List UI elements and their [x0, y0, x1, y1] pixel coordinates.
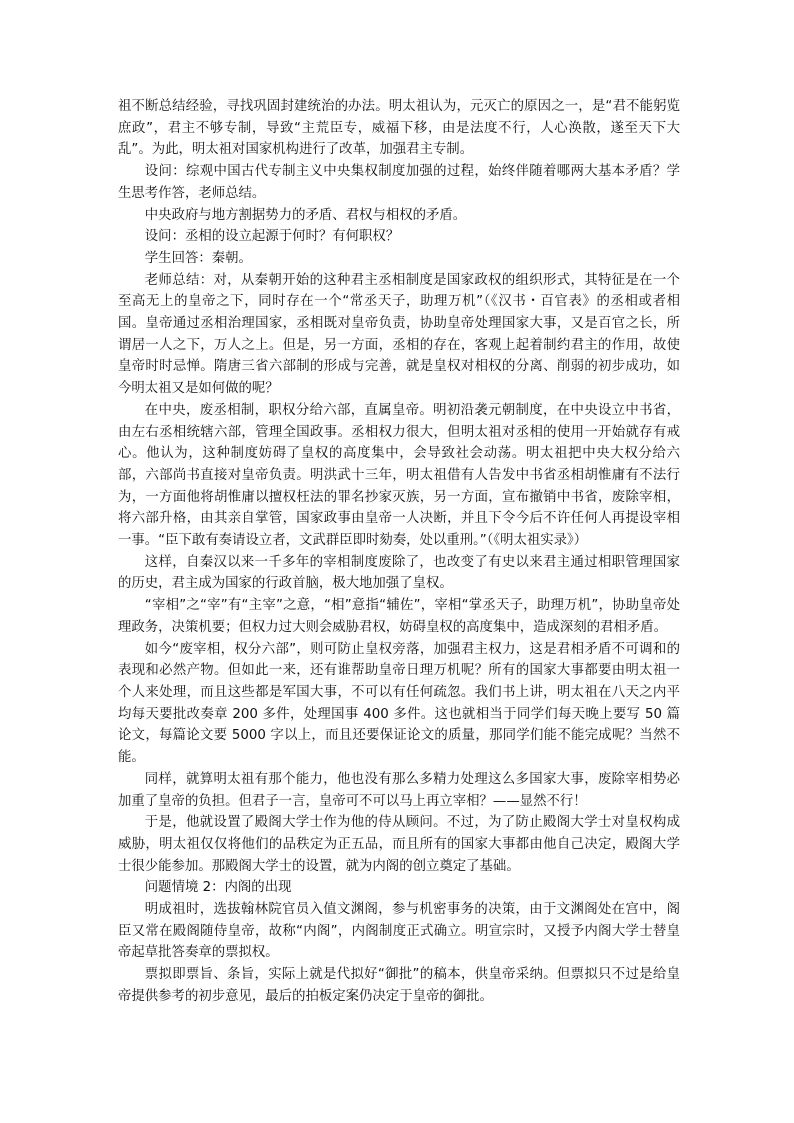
paragraph-11: 同样，就算明太祖有那个能力，他也没有那么多精力处理这么多国家大事，废除宰相势必加重了皇帝的负担。但君子一言，皇帝可不可以马上再立宰相？——显然不行！: [118, 771, 680, 809]
paragraph-1: 祖不断总结经验，寻找巩固封建统治的办法。明太祖认为，元灭亡的原因之一，是“君不能躬览庶政”，君主不够专制，导致“主荒臣专，威福下移，由是法度不行，人心涣散，遂至天下大乱”。为此，明太祖对国家机构进行了改革，加强君主专制。: [118, 99, 680, 158]
section-heading: 问题情境 2：内阁的出现: [144, 880, 292, 896]
paragraph-6: 老师总结：对，从秦朝开始的这种君主丞相制度是国家政权的组织形式，其特征是在一个至高无上的皇帝之下，同时存在一个“常丞天子，助理万机”（《汉书・百官表》的丞相或者相国。皇帝通过丞相治理国家，丞相既对皇帝负责，协助皇帝处理国家大事，又是百官之长，所谓居一人之下，万人之上。但是，另一方面，丞相的存在，客观上起着制约君主的作用，故使皇帝时时忌惮。隋唐三省六部制的形成与完善，就是皇权对相权的分离、削弱的初步成功，如今明太祖又是如何做的呢？: [118, 272, 680, 397]
paragraph-7: 在中央，废丞相制，职权分给六部，直属皇帝。明初沿袭元朝制度，在中央设立中书省，由左右丞相统辖六部，管理全国政事。丞相权力很大，但明太祖对丞相的使用一开始就存有戒心。他认为，这种制度妨碍了皇权的高度集中，会导致社会动荡。明太祖把中央大权分给六部，六部尚书直接对皇帝负责。明洪武十三年，明太祖借有人告发中书省丞相胡惟庸有不法行为，一方面他将胡惟庸以擅权枉法的罪名抄家灭族，另一方面，宣布撤销中书省，废除宰相，将六部升格，由其亲自掌管，国家政事由皇帝一人决断，并且下令今后不许任何人再提设宰相一事。“臣下敢有奏请设立者，文武群臣即时劾奏，处以重刑。”（《明太祖实录》）: [118, 402, 680, 549]
paragraph-14: 票拟即票旨、条旨，实际上就是代拟好“御批”的稿本，供皇帝采纳。但票拟只不过是给皇帝提供参考的初步意见，最后的拍板定案仍决定于皇帝的御批。: [118, 967, 680, 1004]
paragraph-10: 如今“废宰相，权分六部”，则可防止皇权旁落，加强君主权力，这是君相矛盾不可调和的表现和必然产物。但如此一来，还有谁帮助皇帝日理万机呢？所有的国家大事都要由明太祖一个人来处理，而且这些都是军国大事，不可以有任何疏忽。我们书上讲，明太祖在八天之内平均每天要批改奏章 200 多件，处理国事 400 多件。这也就相当于同学们每天晚上要写 50 篇论文，每篇论文要 5000 字以上，而且还要保证论文的质量，那同学们能不能完成呢？当然不能。: [118, 641, 680, 766]
document-page: [118, 96, 680, 1008]
paragraph-2: 设问：综观中国古代专制主义中央集权制度加强的过程，始终伴随着哪两大基本矛盾？学生思考作答，老师总结。: [118, 164, 680, 201]
paragraph-9: “宰相”之“宰”有“主宰”之意，“相”意指“辅佐”，宰相“掌丞天子，助理万机”，协助皇帝处理政务，决策机要；但权力过大则会威胁君权，妨碍皇权的高度集中，造成深刻的君相矛盾。: [118, 598, 680, 635]
paragraph-8: 这样，自秦汉以来一千多年的宰相制度废除了，也改变了有史以来君主通过相职管理国家的历史，君主成为国家的行政首脑，极大地加强了皇权。: [118, 554, 680, 592]
paragraph-13: 明成祖时，选拔翰林院官员入值文渊阁，参与机密事务的决策，由于文渊阁处在宫中，阁臣又常在殿阁随侍皇帝，故称“内阁”，内阁制度正式确立。明宣宗时，又授予内阁大学士替皇帝起草批答奏章的票拟权。: [118, 902, 680, 961]
paragraph-3: 中央政府与地方割据势力的矛盾、君权与相权的矛盾。: [144, 207, 467, 223]
paragraph-4: 设问：丞相的设立起源于何时？有何职权？: [144, 229, 400, 245]
paragraph-5: 学生回答：秦朝。: [144, 250, 252, 266]
paragraph-12: 于是，他就设置了殿阁大学士作为他的侍从顾问。不过，为了防止殿阁大学士对皇权构成威胁，明太祖仅仅将他们的品秩定为正五品，而且所有的国家大事都由他自己决定，殿阁大学士很少能参加。那殿阁大学士的设置，就为内阁的创立奠定了基础。: [118, 815, 680, 874]
